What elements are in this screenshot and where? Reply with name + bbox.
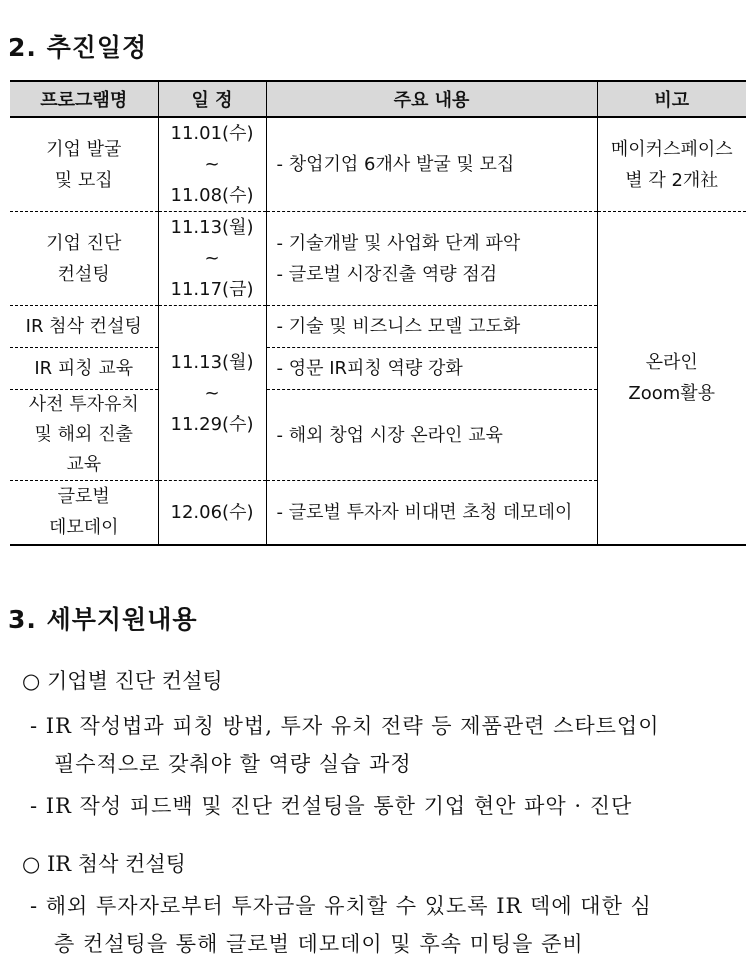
program-cell bbox=[10, 348, 158, 390]
note-cell bbox=[597, 212, 746, 545]
program-line: IR 첨삭 컨설팅 bbox=[25, 316, 142, 337]
note-line: 메이커스페이스 bbox=[610, 138, 733, 160]
content-cell bbox=[266, 212, 597, 306]
program-line: 기업 발굴 bbox=[46, 138, 122, 160]
schedule-line: 11.01(수) bbox=[170, 123, 254, 144]
subheading-diagnosis: ○ 기업별 진단 컨설팅 bbox=[22, 669, 223, 693]
schedule-cell bbox=[158, 481, 266, 545]
schedule-line: 11.08(수) bbox=[170, 185, 254, 206]
note-cell bbox=[597, 117, 746, 212]
schedule-line: ~ bbox=[204, 248, 220, 269]
program-line: 컨설팅 bbox=[57, 263, 110, 285]
program-line: 글로벌 bbox=[57, 486, 110, 508]
schedule-line: ~ bbox=[204, 382, 220, 404]
schedule-line: 11.13(월) bbox=[170, 217, 254, 238]
program-line: 사전 투자유치 bbox=[28, 394, 139, 415]
content-line: - 기술개발 및 사업화 단계 파악 bbox=[276, 232, 521, 254]
schedule-cell bbox=[158, 117, 266, 212]
program-line: 기업 진단 bbox=[46, 232, 122, 254]
bullet-continuation: 필수적으로 갖춰야 할 역량 실습 과정 bbox=[54, 752, 412, 776]
table-row bbox=[10, 212, 746, 306]
content-cell bbox=[266, 306, 597, 348]
content-cell bbox=[266, 390, 597, 481]
schedule-line: 11.17(금) bbox=[170, 279, 254, 300]
program-cell bbox=[10, 390, 158, 481]
bullet-line: - IR 작성법과 피칭 방법, 투자 유치 전략 등 제품관련 스타트업이 bbox=[30, 714, 660, 738]
section-2-title: 2. 추진일정 bbox=[8, 33, 148, 62]
note-line: 별 각 2개社 bbox=[625, 169, 719, 191]
schedule-table bbox=[10, 80, 746, 546]
schedule-line: 11.29(수) bbox=[170, 413, 254, 435]
schedule-line: ~ bbox=[204, 154, 220, 175]
content-cell bbox=[266, 481, 597, 545]
content-line: - 기술 및 비즈니스 모델 고도화 bbox=[276, 316, 521, 337]
program-line: 및 해외 진출 bbox=[34, 424, 133, 445]
note-line: 온라인 bbox=[645, 351, 698, 373]
content-line: - 글로벌 투자자 비대면 초청 데모데이 bbox=[276, 501, 573, 523]
header-note: 비고 bbox=[597, 81, 746, 117]
program-line: 및 모집 bbox=[54, 169, 113, 191]
bullet-line: - IR 작성 피드백 및 진단 컨설팅을 통한 기업 현안 파악 · 진단 bbox=[30, 794, 633, 818]
table-header-row bbox=[10, 81, 746, 117]
program-cell bbox=[10, 306, 158, 348]
table-row bbox=[10, 117, 746, 212]
schedule-cell bbox=[158, 306, 266, 481]
content-cell bbox=[266, 117, 597, 212]
program-line: 데모데이 bbox=[48, 517, 119, 539]
content-line: - 해외 창업 시장 온라인 교육 bbox=[276, 424, 503, 446]
content-line: - 글로벌 시장진출 역량 점검 bbox=[276, 263, 498, 285]
content-cell bbox=[266, 348, 597, 390]
content-line: - 창업기업 6개사 발굴 및 모집 bbox=[276, 154, 515, 175]
note-line: Zoom활용 bbox=[628, 382, 716, 404]
content-line: - 영문 IR피칭 역량 강화 bbox=[276, 358, 463, 379]
header-program: 프로그램명 bbox=[10, 81, 158, 117]
bullet-line: - 해외 투자자로부터 투자금을 유치할 수 있도록 IR 덱에 대한 심 bbox=[30, 894, 652, 918]
schedule-line: 11.13(월) bbox=[170, 351, 254, 373]
schedule-cell bbox=[158, 212, 266, 306]
program-cell bbox=[10, 212, 158, 306]
program-line: 교육 bbox=[66, 454, 102, 475]
subheading-ir-review: ○ IR 첨삭 컨설팅 bbox=[22, 852, 186, 876]
section-3-title: 3. 세부지원내용 bbox=[8, 605, 198, 634]
program-cell bbox=[10, 481, 158, 545]
bullet-continuation: 층 컨설팅을 통해 글로벌 데모데이 및 후속 미팅을 준비 bbox=[54, 932, 584, 956]
schedule-line: 12.06(수) bbox=[170, 501, 254, 523]
program-cell bbox=[10, 117, 158, 212]
header-content: 주요 내용 bbox=[266, 81, 597, 117]
header-schedule: 일 정 bbox=[158, 81, 266, 117]
program-line: IR 피칭 교육 bbox=[34, 358, 134, 379]
